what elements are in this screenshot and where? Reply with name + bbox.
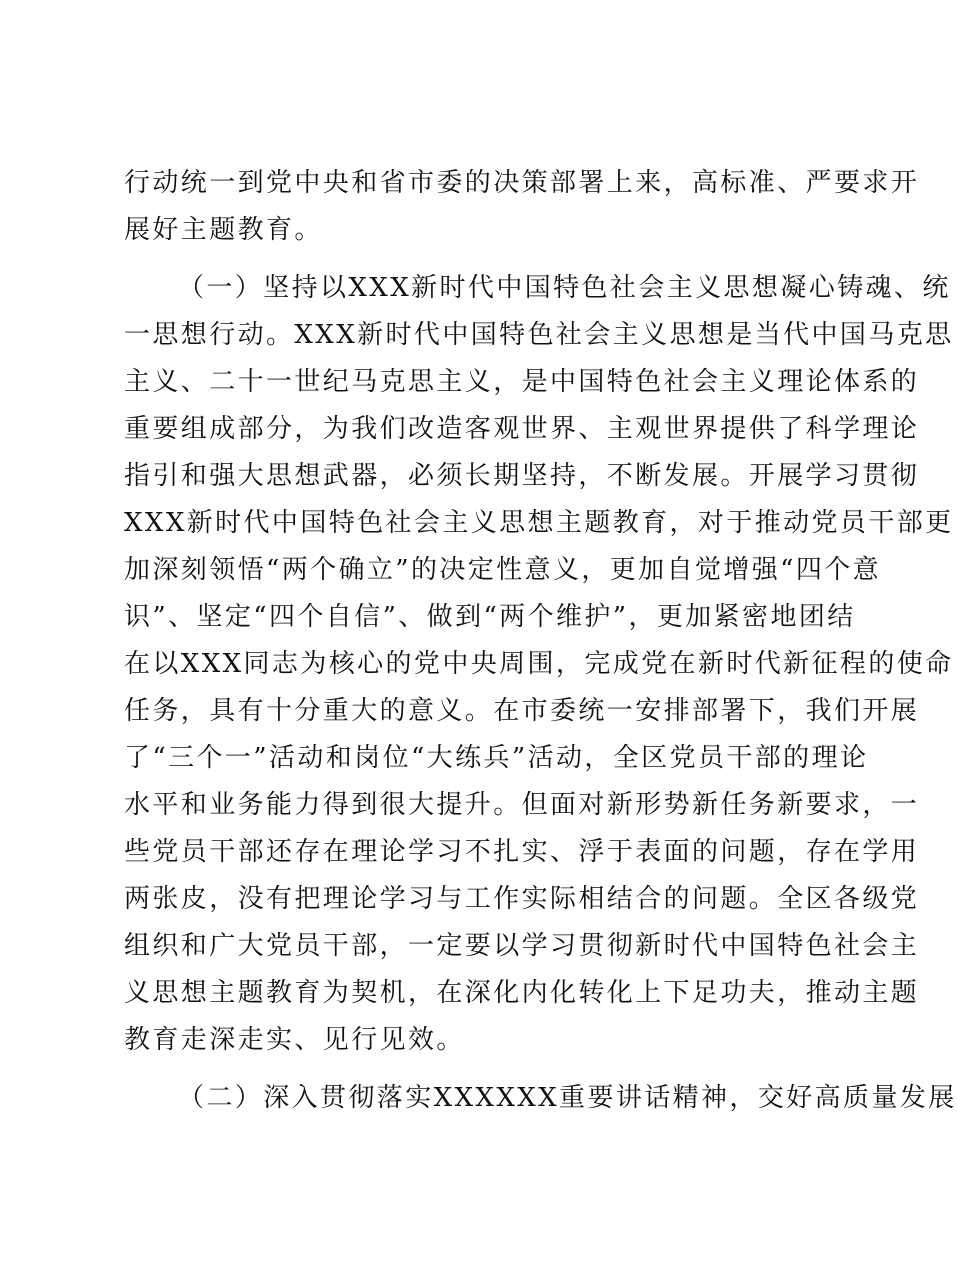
- text-line: 组织和广大党员干部，一定要以学习贯彻新时代中国特色社会主: [124, 931, 920, 961]
- text-line: 指引和强大思想武器，必须长期坚持，不断发展。开展学习贯彻: [124, 461, 920, 491]
- text-line: 行动统一到党中央和省市委的决策部署上来，高标准、严要求开: [124, 168, 920, 198]
- text-line: 一思想行动。XXX新时代中国特色社会主义思想是当代中国马克思: [124, 320, 954, 350]
- text-line: 重要组成部分，为我们改造客观世界、主观世界提供了科学理论: [124, 414, 920, 444]
- text-line: 义思想主题教育为契机，在深化内化转化上下足功夫，推动主题: [124, 978, 920, 1008]
- document-body: [124, 160, 957, 1122]
- section-heading-line: （一）坚持以XXX新时代中国特色社会主义思想凝心铸魂、统: [178, 273, 951, 303]
- text-line: 水平和业务能力得到很大提升。但面对新形势新任务新要求，一: [124, 790, 920, 820]
- text-line: 加深刻领悟“两个确立”的决定性意义，更加自觉增强“四个意: [124, 555, 882, 585]
- paragraph-section-two: [124, 1075, 957, 1122]
- text-line: 了“三个一”活动和岗位“大练兵”活动，全区党员干部的理论: [124, 743, 869, 773]
- section-heading-line: （二）深入贯彻落实XXXXXX重要讲话精神，交好高质量发展: [178, 1083, 957, 1113]
- text-line: 主义、二十一世纪马克思主义，是中国特色社会主义理论体系的: [124, 367, 920, 397]
- text-line: 两张皮，没有把理论学习与工作实际相结合的问题。全区各级党: [124, 884, 920, 914]
- text-line: 识”、坚定“四个自信”、做到“两个维护”，更加紧密地团结: [124, 602, 856, 632]
- paragraph-section-one: [124, 265, 954, 1064]
- text-line: 展好主题教育。: [124, 215, 323, 245]
- text-line: 在以XXX同志为核心的党中央周围，完成党在新时代新征程的使命: [124, 649, 954, 679]
- text-line: 教育走深走实、见行见效。: [124, 1025, 465, 1055]
- text-line: XXX新时代中国特色社会主义思想主题教育，对于推动党员干部更: [124, 508, 954, 538]
- text-line: 些党员干部还存在理论学习不扎实、浮于表面的问题，存在学用: [124, 837, 920, 867]
- text-line: 任务，具有十分重大的意义。在市委统一安排部署下，我们开展: [124, 696, 920, 726]
- paragraph-intro-continuation: [124, 160, 920, 254]
